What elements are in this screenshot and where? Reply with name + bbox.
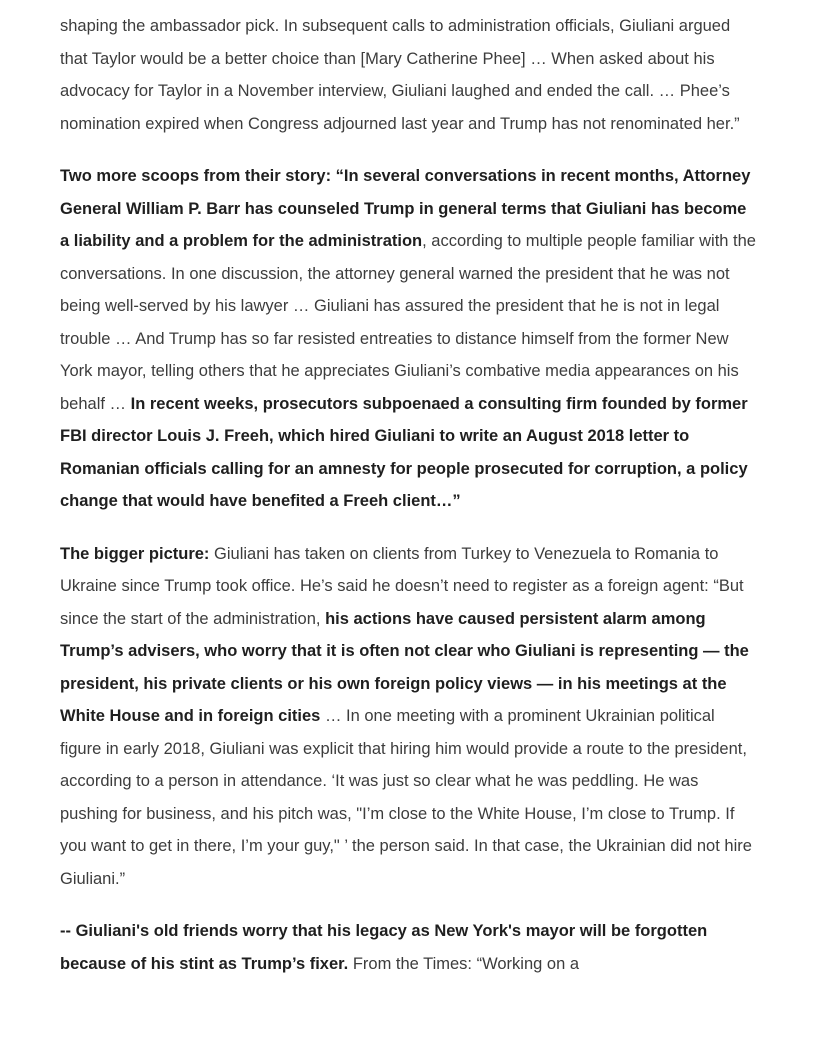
bold-text-run: The bigger picture: xyxy=(60,544,215,563)
text-run: , according to multiple people familiar with the conversations. In one discussion, the attorney general warned the president that he was not being well-served by his lawyer … Giuliani has assured the president that he is not in legal trouble … And Trump has so far resisted entreaties to distance himself from the former New York mayor, telling others that he appreciates Giuliani’s combative media appearances on his behalf … xyxy=(60,232,756,413)
text-run: Giuliani has taken on clients from Turkey to Venezuela to Romania to Ukraine since Trump took office. He’s said he doesn’t need to register as a foreign agent: “But since the start of the administration, xyxy=(60,544,744,628)
text-run: shaping the ambassador pick. In subsequent calls to administration officials, Giuliani argued that Taylor would be a better choice than [Mary Catherine Phee] … When asked about his advocacy for Taylor in a November interview, Giuliani laughed and ended the call. … Phee’s nomination expired when Congress adjourned last year and Trump has not renominated her.” xyxy=(60,17,740,133)
paragraph xyxy=(60,160,759,518)
paragraph xyxy=(60,538,759,896)
paragraph xyxy=(60,10,759,140)
text-run: … In one meeting with a prominent Ukrainian political figure in early 2018, Giuliani was explicit that hiring him would provide a route to the president, according to a person in attendance. ‘It was just so clear what he was peddling. He was pushing for business, and his pitch was, "I’m close to the White House, I’m close to Trump. If you want to get in there, I’m your guy," ’ the person said. In that case, the Ukrainian did not hire Giuliani.” xyxy=(60,707,752,888)
paragraph xyxy=(60,915,759,980)
bold-text-run: -- Giuliani's old friends worry that his legacy as New York's mayor will be forgotten because of his stint as Trump’s fixer. xyxy=(60,922,708,973)
text-run: From the Times: “Working on a xyxy=(352,954,580,973)
bold-text-run: his actions have caused persistent alarm among Trump’s advisers, who worry that it is often not clear who Giuliani is representing — the president, his private clients or his own foreign policy views — in his meetings at the White House and in foreign cities xyxy=(60,609,749,725)
article-body xyxy=(60,10,759,980)
bold-text-run: In recent weeks, prosecutors subpoenaed a consulting firm founded by former FBI director Louis J. Freeh, which hired Giuliani to write an August 2018 letter to Romanian officials calling for an amnesty for people prosecuted for corruption, a policy change that would have benefited a Freeh client…” xyxy=(60,394,748,510)
bold-text-run: Two more scoops from their story: “In several conversations in recent months, Attorney General William P. Barr has counseled Trump in general terms that Giuliani has become a liability and a problem for the administration xyxy=(60,167,751,250)
